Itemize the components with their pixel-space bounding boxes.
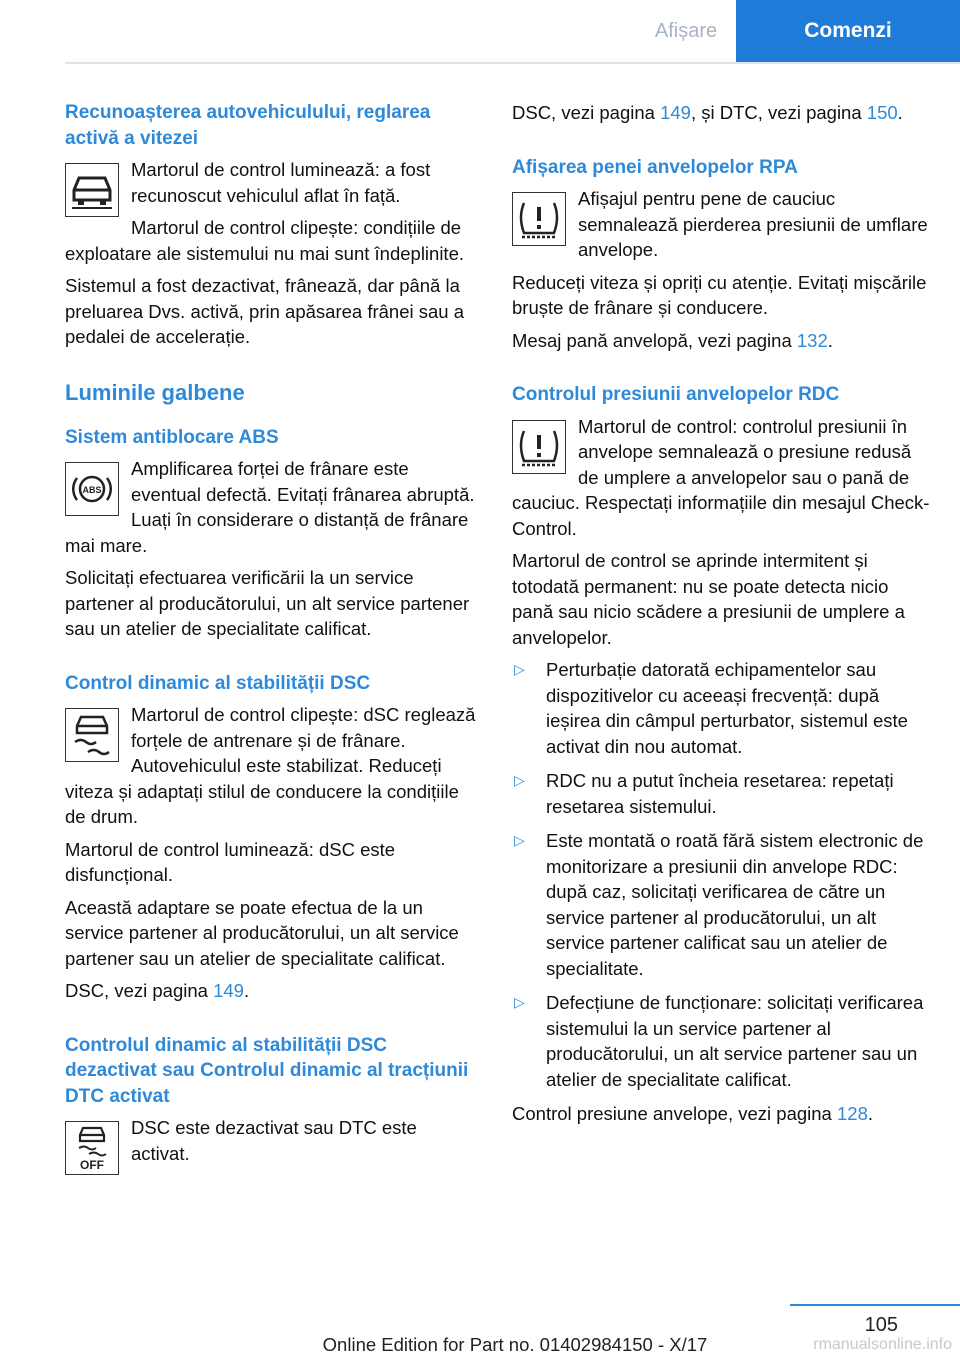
page-header xyxy=(65,0,960,64)
link-page-149-b[interactable]: 149 xyxy=(660,102,691,123)
heading-vehicle-recognition: Recunoașterea autovehiculului, reglarea activă a vitezei xyxy=(65,102,431,149)
abs-icon-label: ABS xyxy=(82,485,102,495)
list-item xyxy=(512,657,930,759)
abs-text-2: Solicitați efectuarea verificării la un service partener al producătorului, un alt service partener sau un atelier de specialitate calificat. xyxy=(65,567,470,639)
triangle-bullet-icon: ▷ xyxy=(514,772,525,788)
ref-prefix: Mesaj pană anvelopă, vezi pagina xyxy=(512,329,797,351)
bullet-text: Este montată o roată fără sistem electronic de monitorizare a presiunii din anvelope RDC: după caz, solicitați verificarea de către un service partener al producătorului, un alt service partener calificat sau un atelier de specialitate. xyxy=(546,830,924,979)
rdc-text-2: Martorul de control se aprinde intermitent și totodată permanent: nu se poate detecta nicio pană sau nicio scădere a presiunii de umplere a anvelopelor. xyxy=(512,550,905,648)
recog-text-1: Martorul de control luminează: a fost recunoscut vehiculul aflat în față. xyxy=(131,159,431,206)
recog-text-2: Martorul de control clipește: condițiile de exploatare ale sistemului nu mai sunt îndeplinite. xyxy=(65,217,465,264)
ref-suffix: . xyxy=(243,980,250,1001)
triangle-bullet-icon: ▷ xyxy=(514,832,525,848)
abs-text-1: Amplificarea forței de frânare este eventual defectă. Evitați frânarea abruptă. Luați în considerare o distanță de frânare mai mare. xyxy=(65,458,475,556)
rdc-bullet-list xyxy=(512,657,930,1092)
link-page-149[interactable]: 149 xyxy=(213,980,244,1001)
rdc-page-reference xyxy=(512,1101,930,1127)
tab-comenzi[interactable]: Comenzi xyxy=(736,0,960,62)
triangle-bullet-icon: ▷ xyxy=(514,661,525,677)
dsc-off-icon-label: OFF xyxy=(80,1158,104,1171)
ref-suffix: . xyxy=(897,102,903,123)
bullet-text: Defecțiune de funcționare: solicitați verificarea sistemului la un service partener al producătorului, un alt service partener sau un atelier de specialitate calificat. xyxy=(546,992,924,1090)
bullet-text: Perturbație datorată echipamentelor sau dispozitivelor cu aceeași frecvență: după ieșirea din câmpul perturbator, sistemul este activat din nou automat. xyxy=(546,659,908,757)
rpa-page-reference xyxy=(512,328,930,354)
ref-prefix: Control presiune anvelope, vezi pagina xyxy=(512,1103,837,1124)
heading-dsc: Control dinamic al stabilității DSC xyxy=(65,672,371,694)
heading-rdc: Controlul presiunii anvelopelor RDC xyxy=(512,384,840,405)
car-ahead-icon xyxy=(65,163,119,217)
edition-line: Online Edition for Part no. 01402984150 - X/17 xyxy=(322,1334,708,1355)
heading-dsc-off: Controlul dinamic al stabilității DSC dezactivat sau Controlul dinamic al tracțiunii DTC activat xyxy=(65,1034,469,1107)
ref-middle: , și DTC, vezi pagina xyxy=(690,102,867,123)
link-page-150[interactable]: 150 xyxy=(866,102,898,123)
page-number: 105 xyxy=(864,1314,898,1336)
list-item xyxy=(512,828,930,981)
right-column xyxy=(512,100,930,1134)
bullet-text: RDC nu a putut încheia resetarea: repetați resetarea sistemului. xyxy=(546,770,894,817)
dsc-off-icon xyxy=(65,1121,119,1175)
rpa-text-1: Afișajul pentru pene de cauciuc semnalează pierderea presiunii de umflare anvelope. xyxy=(578,188,928,260)
ref-suffix: . xyxy=(867,1103,874,1124)
ref-prefix: DSC, vezi pagina xyxy=(512,102,661,123)
ref-prefix: DSC, vezi pagina xyxy=(65,980,214,1001)
rdc-text-1: Martorul de control: controlul presiunii în anvelope semnalează o presiune redusă de umplere a anvelopelor sau o pană de cauciuc. Respectați informațiile din mesajul Check-Control. xyxy=(512,415,930,539)
watermark: rmanualsonline.info xyxy=(813,1336,952,1353)
dsc-text-2: Martorul de control luminează: dSC este disfuncțional. xyxy=(65,838,396,885)
list-item xyxy=(512,990,930,1092)
dsc-text-3: Această adaptare se poate efectua de la un service partener al producătorului, un alt service partener sau un atelier de specialitate calificat. xyxy=(65,896,459,969)
dsc-off-text-1: DSC este dezactivat sau DTC este activat. xyxy=(131,1117,417,1164)
dsc-dtc-reference xyxy=(512,100,930,126)
heading-abs: Sistem antiblocare ABS xyxy=(65,426,279,448)
recog-text-3: Sistemul a fost dezactivat, frânează, dar până la preluarea Dvs. activă, prin apăsarea frânei sau a pedalei de accelerație. xyxy=(65,275,464,347)
dsc-text-1: Martorul de control clipește: dSC reglează forțele de antrenare și de frânare. Autovehiculul este stabilizat. Reduceți viteza și adaptați stilul de conducere la condițiile de drum. xyxy=(65,704,476,827)
link-page-128[interactable]: 128 xyxy=(837,1103,868,1124)
abs-icon xyxy=(65,462,119,516)
rpa-text-2: Reduceți viteza și opriți cu atenție. Evitați mișcările bruște de frânare și conducere. xyxy=(512,271,927,318)
dsc-icon xyxy=(65,708,119,762)
left-column xyxy=(65,100,480,1179)
tire-pressure-icon xyxy=(512,420,566,474)
heading-yellow-lights: Luminile galbene xyxy=(65,379,245,405)
tire-warning-icon xyxy=(512,192,566,246)
tab-afisare[interactable]: Afișare xyxy=(654,19,718,42)
link-page-132[interactable]: 132 xyxy=(796,329,828,351)
triangle-bullet-icon: ▷ xyxy=(514,994,525,1010)
heading-rpa: Afișarea penei anvelopelor RPA xyxy=(512,156,798,178)
footer-divider xyxy=(790,1304,960,1306)
list-item xyxy=(512,768,930,819)
dsc-page-reference xyxy=(65,978,480,1004)
ref-suffix: . xyxy=(827,329,833,351)
